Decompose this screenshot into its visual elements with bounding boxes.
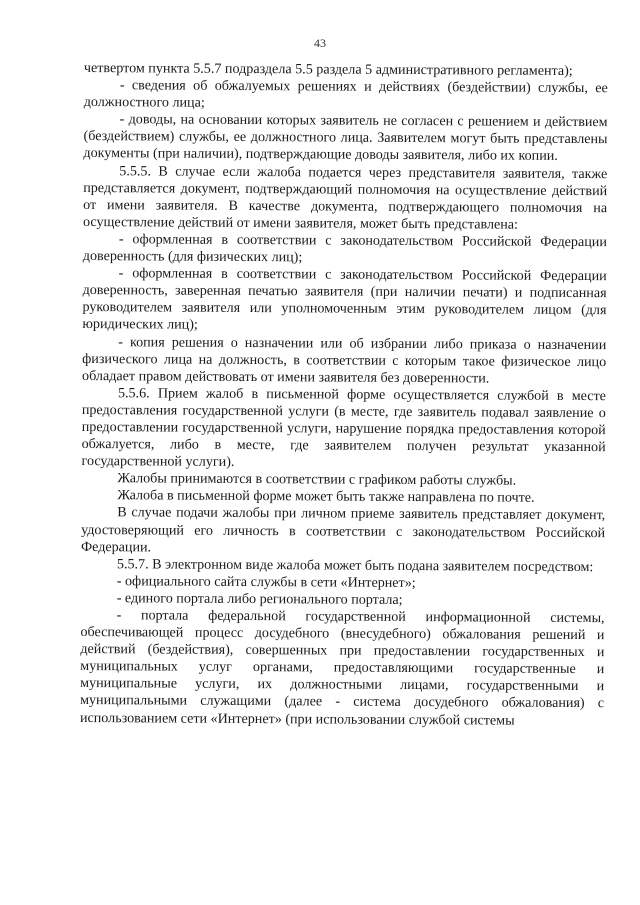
paragraph: Жалобы принимаются в соответствии с графиком работы службы.	[117, 470, 517, 489]
paragraph: - официального сайта службы в сети «Интернет»;	[116, 573, 416, 591]
paragraph: В случае подачи жалобы при личном приеме заявитель представляет документ, удостоверяющий его личность в соответствии с законодательством Российской Федерации.	[80, 504, 606, 556]
paragraph: - портала федеральной государственной информационной системы, обеспечивающей процесс досудебного (внесудебного) обжалования решений и действий (бездействия), совершенных при предоставлении государственных и муниципальных услуг органами, предоставляющими государственные и муниципальные услуги, их должностными лицами, государственными и муниципальными служащими (далее - система досудебного обжалования) с использованием сети «Интернет» (при использовании службой системы	[79, 607, 605, 729]
paragraph: 5.5.7. В электронном виде жалоба может быть подана заявителем посредством:	[116, 555, 594, 575]
document-body	[80, 60, 608, 730]
paragraph: - оформленная в соответствии с законодательством Российской Федерации доверенность (для физических лиц);	[82, 231, 607, 266]
paragraph: - единого портала либо регионального портала;	[116, 590, 403, 608]
paragraph: - оформленная в соответствии с законодательством Российской Федерации доверенность, заверенная печатью заявителя (при наличии печати) и подписанная руководителем заявителя или уполномоченным этим руководителем лицом (для юридических лиц);	[82, 265, 607, 334]
paragraph: - доводы, на основании которых заявитель не согласен с решением и действием (бездействием) службы, ее должностного лица. Заявителем могут быть представлены документы (при наличии), подтверждающие доводы заявителя, либо их копии.	[83, 111, 608, 165]
paragraph: четвертом пункта 5.5.7 подраздела 5.5 раздела 5 административного регламента);	[83, 60, 573, 79]
paragraph: 5.5.5. В случае если жалоба подается через представителя заявителя, также представляется документ, подтверждающий полномочия на осуществление действий от имени заявителя. В качестве документа, подтверждающего полномочия на осуществление действий от имени заявителя, может быть представлена:	[82, 162, 608, 233]
paragraph: Жалоба в письменной форме может быть также направлена по почте.	[117, 487, 535, 507]
paragraph: - сведения об обжалуемых решениях и действиях (бездействии) службы, ее должностного лица;	[83, 77, 608, 111]
paragraph: 5.5.6. Прием жалоб в письменной форме осуществляется службой в месте предоставления государственной услуги (в месте, где заявитель подавал заявление о предоставлении государственной услуги, нарушение порядка предоставления которой обжалуется, либо в месте, где заявителем получен результат указанной государственной услуги).	[81, 384, 607, 471]
paragraph: - копия решения о назначении или об избрании либо приказа о назначении физического лица на должность, в соответствии с которым такое физическое лицо обладает правом действовать от имени заявителя без доверенности.	[82, 333, 607, 387]
page-number: 43	[314, 36, 326, 50]
